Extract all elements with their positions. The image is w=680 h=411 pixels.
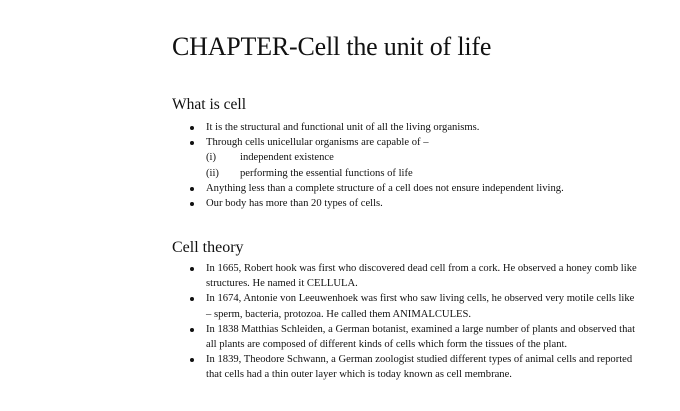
sub-item-number: (i) xyxy=(206,152,216,164)
list-item: It is the structural and functional unit of all the living organisms. xyxy=(190,120,630,135)
list-item: In 1674, Antonie von Leeuwenhoek was first who saw living cells, he observed very motile cells like – sperm, bacteria, protozoa. He called them ANIMALCULES. xyxy=(190,291,640,321)
list-item: Our body has more than 20 types of cells. xyxy=(190,196,630,211)
sub-item-number: (ii) xyxy=(206,167,219,179)
list-item: In 1839, Theodore Schwann, a German zoologist studied different types of animal cells and reported that cells had a thin outer layer which is today known as cell membrane. xyxy=(190,352,640,382)
section-heading-cell-theory: Cell theory xyxy=(172,239,244,256)
sub-item-text: performing the essential functions of life xyxy=(240,167,413,179)
list-item: In 1838 Matthias Schleiden, a German botanist, examined a large number of plants and observed that all plants are composed of different kinds of cells which form the tissues of the plant. xyxy=(190,322,640,352)
list-item: Anything less than a complete structure of a cell does not ensure independent living. xyxy=(190,181,630,196)
list-item: Through cells unicellular organisms are capable of – xyxy=(190,135,630,150)
sub-list-item xyxy=(190,150,630,165)
section-heading-what-is-cell: What is cell xyxy=(172,96,247,113)
what-is-cell-list xyxy=(190,120,630,211)
sub-item-text: independent existence xyxy=(240,152,334,164)
sub-list-item xyxy=(190,166,630,181)
list-item: In 1665, Robert hook was first who discovered dead cell from a cork. He observed a honey comb like structures. He named it CELLULA. xyxy=(190,261,640,291)
cell-theory-list xyxy=(190,261,640,383)
chapter-title: CHAPTER-Cell the unit of life xyxy=(172,32,492,61)
